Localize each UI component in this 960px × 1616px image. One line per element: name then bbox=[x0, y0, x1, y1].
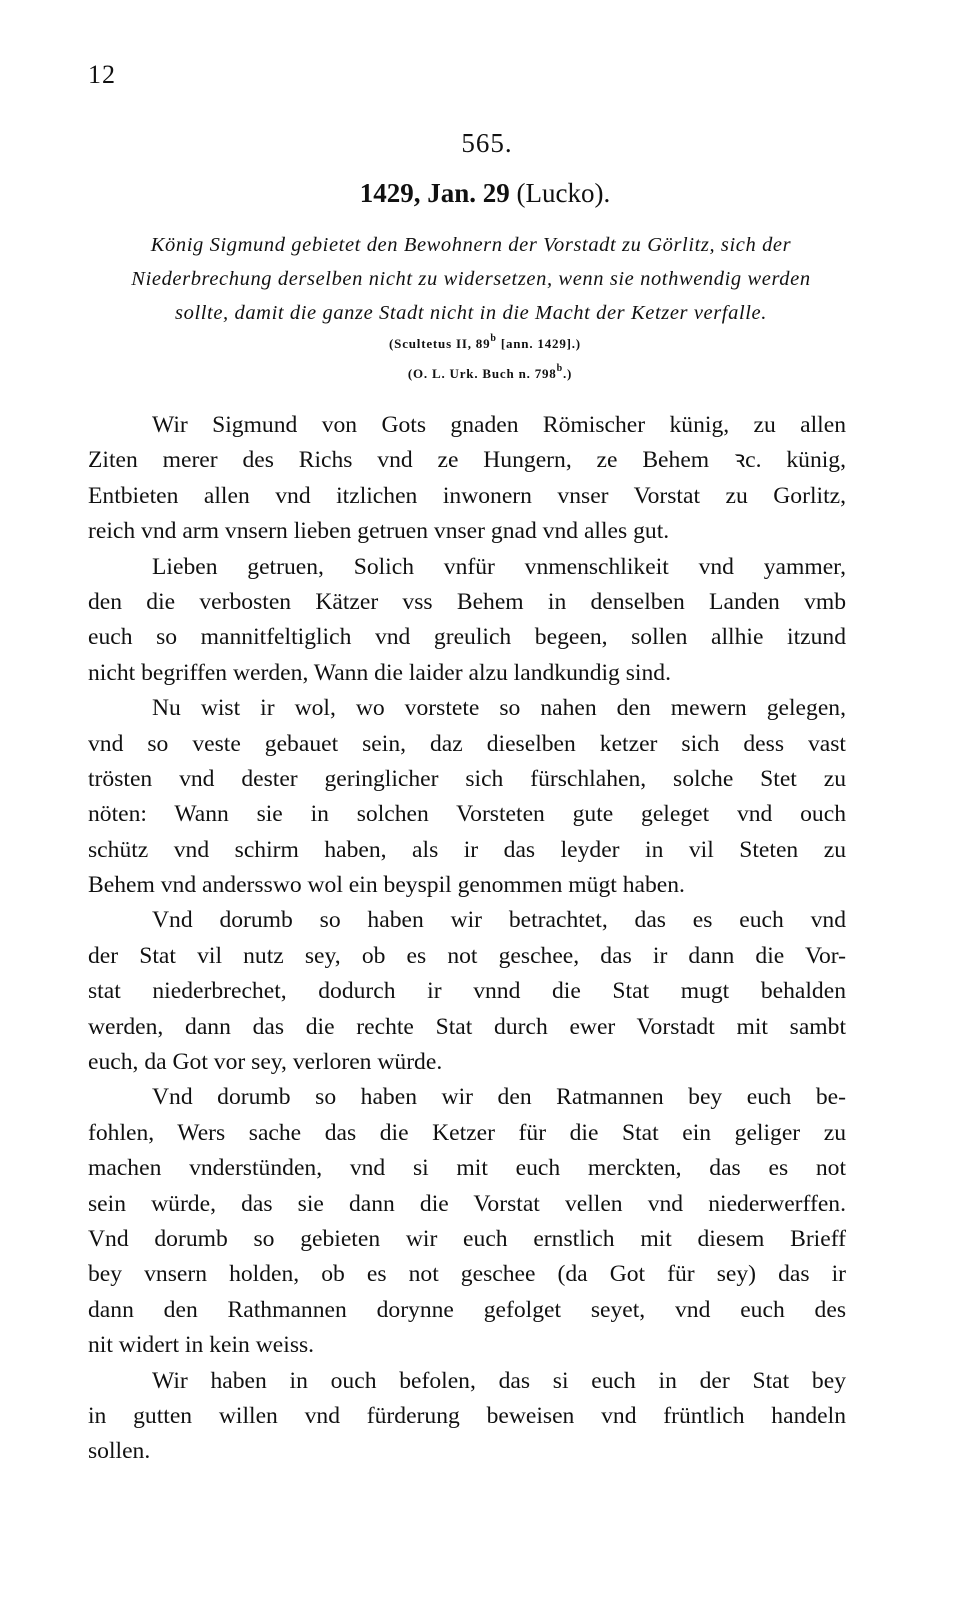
date-heading-date: 1429, Jan. 29 bbox=[359, 178, 510, 208]
paragraph-line: schütz vnd schirm haben, als ir das leyder in vil Steten zu bbox=[88, 836, 846, 863]
paragraph-line: Vnd dorumb so gebieten wir euch ernstlich mit diesem Brieff bbox=[88, 1225, 846, 1252]
paragraph-line: vnd so veste gebauet sein, daz dieselben ketzer sich dess vast bbox=[88, 730, 846, 757]
paragraph-line: bey vnsern holden, ob es not geschee (da Got für sey) das ir bbox=[88, 1261, 846, 1288]
paragraph bbox=[88, 550, 846, 692]
date-heading-place: (Lucko). bbox=[516, 178, 611, 208]
paragraph-line: fohlen, Wers sache das die Ketzer für die Stat ein geliger zu bbox=[88, 1119, 846, 1146]
paragraph-line: nit widert in kein weiss. bbox=[88, 1332, 315, 1359]
paragraph-line: den die verbosten Kätzer vss Behem in denselben Landen vmb bbox=[88, 588, 846, 615]
source-citation-text: [ann. 1429].) bbox=[496, 336, 581, 351]
source-citation-superscript: b bbox=[556, 363, 563, 374]
source-citation-superscript: b bbox=[490, 333, 497, 344]
paragraph-line: reich vnd arm vnsern lieben getruen vnser gnad vnd alles gut. bbox=[88, 518, 670, 545]
paragraph bbox=[88, 1080, 846, 1363]
paragraph-line: trösten vnd dester geringlicher sich fürschlahen, solche Stet zu bbox=[88, 765, 846, 792]
paragraph-line: Vnd dorumb so haben wir betrachtet, das es euch vnd bbox=[152, 907, 846, 934]
document-body bbox=[88, 408, 846, 1470]
date-heading bbox=[0, 178, 960, 209]
paragraph-line: dann den Rathmannen dorynne gefolget seyet, vnd euch des bbox=[88, 1296, 846, 1323]
paragraph-line: werden, dann das die rechte Stat durch ewer Vorstadt mit sambt bbox=[88, 1013, 846, 1040]
paragraph-line: Vnd dorumb so haben wir den Ratmannen bey euch be- bbox=[152, 1084, 846, 1111]
paragraph-line: Wir haben in ouch befolen, das si euch in der Stat bey bbox=[152, 1367, 846, 1394]
source-citation-text: (O. L. Urk. Buch n. 798 bbox=[407, 366, 557, 381]
paragraph-line: euch, da Got vor sey, verloren würde. bbox=[88, 1049, 443, 1076]
document-summary bbox=[88, 228, 854, 330]
paragraph-line: Wir Sigmund von Gots gnaden Römischer künig, zu allen bbox=[152, 412, 846, 438]
paragraph-line: sollen. bbox=[88, 1438, 151, 1465]
source-citation-text: (Scultetus II, 89 bbox=[389, 336, 491, 351]
source-citation-urkundenbuch bbox=[0, 363, 960, 382]
summary-line: Niederbrechung derselben nicht zu widersetzen, wenn sie nothwendig werden bbox=[131, 268, 811, 290]
page-number: 12 bbox=[88, 60, 116, 89]
paragraph-line: euch so mannitfeltiglich vnd greulich begeen, sollen allhie itzund bbox=[88, 624, 846, 651]
summary-line: sollte, damit die ganze Stadt nicht in die Macht der Ketzer verfalle. bbox=[175, 302, 767, 324]
source-citation-text: .) bbox=[562, 366, 573, 381]
paragraph-line: stat niederbrechet, dodurch ir vnnd die Stat mugt behalden bbox=[88, 978, 846, 1005]
paragraph-line: machen vnderstünden, vnd si mit euch merckten, das es not bbox=[88, 1155, 846, 1182]
paragraph-line: Entbieten allen vnd itzlichen inwonern vnser Vorstat zu Gorlitz, bbox=[88, 482, 846, 509]
paragraph bbox=[88, 1364, 846, 1470]
paragraph-line: nicht begriffen werden, Wann die laider alzu landkundig sind. bbox=[88, 659, 671, 686]
paragraph bbox=[88, 691, 846, 903]
paragraph-line: Behem vnd andersswo wol ein beyspil genommen mügt haben. bbox=[88, 872, 685, 899]
paragraph bbox=[88, 903, 846, 1080]
paragraph-line: Nu wist ir wol, wo vorstete so nahen den mewern gelegen, bbox=[152, 695, 846, 722]
paragraph-line: Lieben getruen, Solich vnfür vnmenschlikeit vnd yammer, bbox=[152, 553, 846, 580]
summary-line: König Sigmund gebietet den Bewohnern der Vorstadt zu Görlitz, sich der bbox=[150, 234, 792, 256]
document-number: 565. bbox=[461, 128, 513, 158]
paragraph-line: sein würde, das sie dann die Vorstat vellen vnd niederwerffen. bbox=[88, 1190, 846, 1217]
paragraph-line: Ziten merer des Richs vnd ze Hungern, ze Behem ꝛc. künig, bbox=[88, 447, 846, 474]
paragraph-line: der Stat vil nutz sey, ob es not geschee, das ir dann die Vor- bbox=[88, 942, 846, 969]
paragraph-line: in gutten willen vnd fürderung beweisen vnd früntlich handeln bbox=[88, 1402, 846, 1429]
paragraph bbox=[88, 408, 846, 550]
source-citation-scultetus bbox=[0, 333, 960, 352]
paragraph-line: nöten: Wann sie in solchen Vorsteten gute geleget vnd ouch bbox=[88, 801, 846, 828]
